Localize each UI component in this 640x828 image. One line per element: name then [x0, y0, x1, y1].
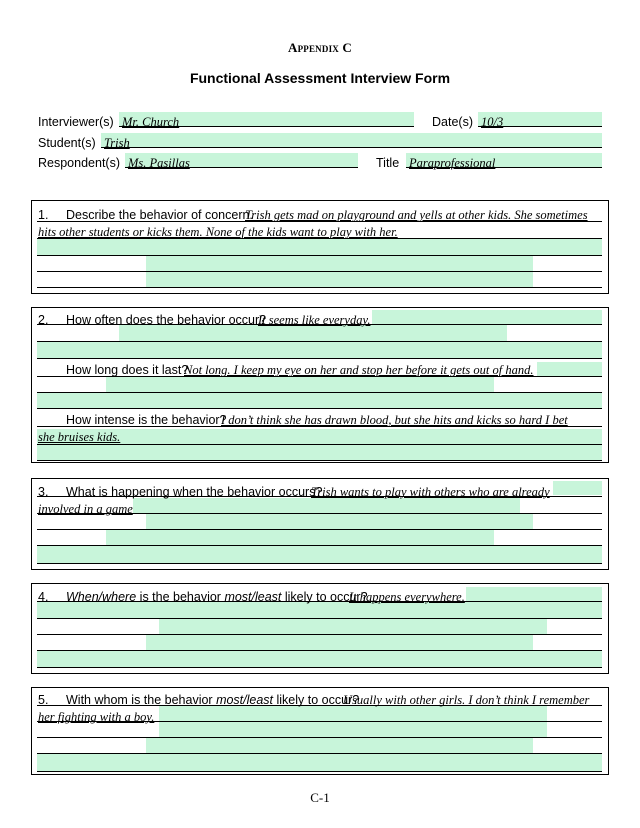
question-1-text: Describe the behavior of concern.	[66, 208, 253, 222]
interviewer-value[interactable]: Mr. Church	[122, 115, 180, 129]
student-label: Student(s)	[38, 136, 96, 150]
question-5-number: 5.	[38, 693, 49, 707]
page-title: Functional Assessment Interview Form	[189, 70, 451, 86]
question-2-often-answer[interactable]: It seems like everyday.	[258, 313, 371, 327]
title-label: Title	[376, 156, 400, 170]
question-3-text: What is happening when the behavior occurs?	[66, 485, 323, 499]
question-2-number: 2.	[38, 313, 49, 327]
question-2-intense-answer-line-1[interactable]: I don’t think she has drawn blood, but she hits and kicks so hard I bet	[221, 413, 568, 427]
respondent-label: Respondent(s)	[38, 156, 120, 170]
date-value[interactable]: 10/3	[481, 115, 504, 129]
interviewer-label: Interviewer(s)	[38, 115, 114, 129]
question-2-long-answer[interactable]: Not long. I keep my eye on her and stop her before it gets out of hand.	[184, 363, 534, 377]
question-2-intense-answer-line-2[interactable]: she bruises kids.	[38, 430, 121, 444]
question-4-number: 4.	[38, 590, 49, 604]
question-2-often-text: How often does the behavior occur?	[66, 313, 267, 327]
question-3-answer-line-1[interactable]: Trish wants to play with others who are already	[311, 485, 550, 499]
question-3-number: 3.	[38, 485, 49, 499]
question-3-answer-line-2[interactable]: involved in a game	[38, 502, 133, 516]
question-4-answer[interactable]: It happens everywhere.	[349, 590, 465, 604]
date-label: Date(s)	[432, 115, 473, 129]
question-1-number: 1.	[38, 208, 49, 222]
question-4-text: When/where is the behavior most/least likely to occur?	[66, 590, 368, 604]
student-fill[interactable]	[101, 133, 602, 147]
question-1-answer-line-1[interactable]: Trish gets mad on playground and yells at other kids. She sometimes	[245, 208, 588, 222]
question-5-answer-line-1[interactable]: Usually with other girls. I don’t think I remember	[343, 693, 590, 707]
appendix-heading: Appendix C	[287, 40, 353, 55]
title-value[interactable]: Paraprofessional	[409, 156, 496, 170]
student-value[interactable]: Trish	[104, 136, 130, 150]
question-5-answer-line-2[interactable]: her fighting with a boy.	[38, 710, 155, 724]
question-1-answer-line-2[interactable]: hits other students or kicks them. None of the kids want to play with her.	[38, 225, 398, 239]
question-5-text: With whom is the behavior most/least likely to occur?	[66, 693, 360, 707]
question-2-long-text: How long does it last?	[66, 363, 189, 377]
question-2-intense-text: How intense is the behavior?	[66, 413, 227, 427]
respondent-value[interactable]: Ms. Pasillas	[128, 156, 190, 170]
page-number: C-1	[310, 790, 330, 805]
